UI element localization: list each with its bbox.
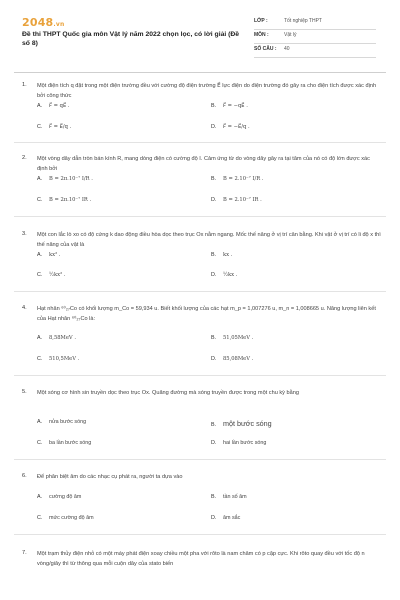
option-text: nửa bước sóng (49, 419, 87, 425)
question-number: 1. (22, 82, 27, 88)
option-text: 51,05MeV . (223, 335, 254, 341)
question-text: Một điện tích q đặt trong một điện trường đều với cường độ điện trường E⃗ lực điện do điện trường đó gây ra cho điện tích được xác định bởi công thức (37, 83, 377, 99)
answer-option-a[interactable] (37, 103, 70, 109)
answer-option-a[interactable] (37, 176, 93, 182)
answer-option-d[interactable] (211, 515, 240, 521)
option-text: 85,08MeV . (223, 356, 254, 362)
document-header (0, 0, 400, 70)
option-text: B = 2.10⁻⁷ I/R . (223, 176, 264, 182)
answer-option-c[interactable] (37, 272, 65, 278)
answer-option-d[interactable] (211, 440, 266, 446)
meta-value: Vật lý (284, 32, 297, 38)
question-text: Một trạm thủy điện nhỏ có một máy phát điện xoay chiều một pha với rôto là nam châm có p cặp cực. Khi rôto quay đều với tốc độ n vòng/giây thì từ thông qua mỗi cuộn dây của stato biến (37, 551, 365, 567)
option-letter: D. (211, 515, 217, 521)
option-letter: A. (37, 335, 43, 341)
answer-option-c[interactable] (37, 356, 79, 362)
option-letter: D. (211, 356, 217, 362)
option-text: tần số âm (223, 494, 247, 500)
option-letter: B. (211, 422, 217, 428)
option-letter: D. (211, 440, 217, 446)
option-text: 8,58MeV . (49, 335, 76, 341)
question-text: Để phân biệt âm do các nhạc cụ phát ra, người ta dựa vào (37, 474, 183, 480)
meta-value: 40 (284, 46, 290, 52)
question-number: 2. (22, 155, 27, 161)
answer-option-b[interactable] (211, 419, 272, 428)
meta-row-subject (254, 30, 376, 44)
option-text: ba lần bước sóng (49, 440, 92, 446)
question-divider (14, 375, 386, 376)
answer-option-c[interactable] (37, 197, 91, 203)
option-letter: D. (211, 272, 217, 278)
option-letter: C. (37, 515, 43, 521)
option-letter: A. (37, 494, 43, 500)
option-text: cường độ âm (49, 494, 82, 500)
question-number: 7. (22, 550, 27, 556)
answer-option-d[interactable] (211, 197, 262, 203)
answer-option-d[interactable] (211, 272, 237, 278)
option-letter: D. (211, 197, 217, 203)
option-letter: C. (37, 356, 43, 362)
exam-meta (254, 16, 376, 58)
question-text: Hạt nhân ⁶⁰₂₇Co có khối lượng m_Co = 59,934 u. Biết khối lượng của các hạt m_p = 1,007276 u, m_n = 1,008665 u. Năng lượng liên kết của Hạt nhân ⁶⁰₂₇Co là: (37, 306, 376, 322)
answer-option-a[interactable] (37, 494, 81, 500)
option-letter: D. (211, 124, 217, 130)
option-text: B = 2π.10⁻⁷ IR . (49, 197, 92, 203)
question-divider (14, 142, 386, 143)
exam-title: Đề thi THPT Quốc gia môn Vật lý năm 2022 chọn lọc, có lời giải (Đề số 8) (22, 31, 240, 47)
answer-option-d[interactable] (211, 356, 253, 362)
question-number: 4. (22, 305, 27, 311)
option-letter: B. (211, 335, 217, 341)
option-letter: B. (211, 176, 217, 182)
option-text: F⃗ = qE⃗ . (49, 103, 70, 109)
option-letter: A. (37, 176, 43, 182)
question-text: Một vòng dây dẫn tròn bán kính R, mang dòng điện có cường độ I. Cảm ứng từ do vòng dây gây ra tại tâm của nó có độ lớn được xác định bởi (37, 156, 370, 172)
option-letter: A. (37, 103, 43, 109)
answer-option-d[interactable] (211, 124, 250, 130)
answer-option-b[interactable] (211, 103, 248, 109)
answer-option-b[interactable] (211, 252, 232, 258)
answer-option-c[interactable] (37, 515, 94, 521)
answer-option-a[interactable] (37, 419, 86, 425)
option-letter: A. (37, 252, 43, 258)
answer-option-c[interactable] (37, 124, 71, 130)
option-text: kx . (223, 252, 233, 258)
option-text: F⃗ = E⃗/q . (49, 124, 72, 130)
meta-key: SỐ CÂU : (254, 46, 277, 52)
option-text: B = 2π.10⁻⁷ I/R . (49, 176, 93, 182)
meta-value: Tốt nghiệp THPT (284, 18, 322, 24)
option-letter: C. (37, 124, 43, 130)
option-letter: B. (211, 494, 217, 500)
answer-option-b[interactable] (211, 494, 247, 500)
question-divider (14, 291, 386, 292)
answer-option-b[interactable] (211, 176, 263, 182)
answer-option-a[interactable] (37, 252, 60, 258)
option-letter: C. (37, 272, 43, 278)
question-number: 6. (22, 473, 27, 479)
meta-row-class (254, 16, 376, 30)
question-divider (14, 534, 386, 535)
meta-row-count (254, 44, 376, 58)
header-divider (14, 72, 386, 73)
option-text: kx² . (49, 252, 61, 258)
option-letter: A. (37, 419, 43, 425)
option-text: F⃗ = −qE⃗ . (223, 103, 248, 109)
question-text: Một con lắc lò xo có độ cứng k dao động điều hòa dọc theo trục Ox nằm ngang. Mốc thế năng ở vị trí cân bằng. Khi vật ở vị trí có li độ x thì thế năng của vật là (37, 232, 381, 248)
question-divider (14, 216, 386, 217)
option-letter: C. (37, 440, 43, 446)
logo-suffix: .vn (53, 21, 65, 28)
option-text: hai lần bước sóng (223, 440, 267, 446)
answer-option-b[interactable] (211, 335, 253, 341)
question-number: 5. (22, 389, 27, 395)
option-text: B = 2.10⁻⁷ IR . (223, 197, 262, 203)
option-letter: C. (37, 197, 43, 203)
question-text: Một sóng cơ hình sin truyền dọc theo trục Ox. Quãng đường mà sóng truyền được trong một chu kỳ bằng (37, 390, 299, 396)
option-text: một bước sóng (223, 419, 272, 428)
option-text: mức cường độ âm (49, 515, 94, 521)
option-text: 510,5MeV . (49, 356, 80, 362)
option-text: ½kx . (223, 272, 238, 278)
meta-key: MÔN : (254, 32, 269, 38)
question-divider (14, 459, 386, 460)
option-text: âm sắc (223, 515, 241, 521)
option-letter: B. (211, 103, 217, 109)
site-logo[interactable] (22, 16, 64, 29)
meta-key: LỚP : (254, 18, 268, 24)
answer-option-a[interactable] (37, 335, 76, 341)
answer-option-c[interactable] (37, 440, 91, 446)
question-number: 3. (22, 231, 27, 237)
option-letter: B. (211, 252, 217, 258)
option-text: ½kx² . (49, 272, 66, 278)
logo-number: 2048 (22, 16, 54, 29)
option-text: F⃗ = −E⃗/q . (223, 124, 250, 130)
